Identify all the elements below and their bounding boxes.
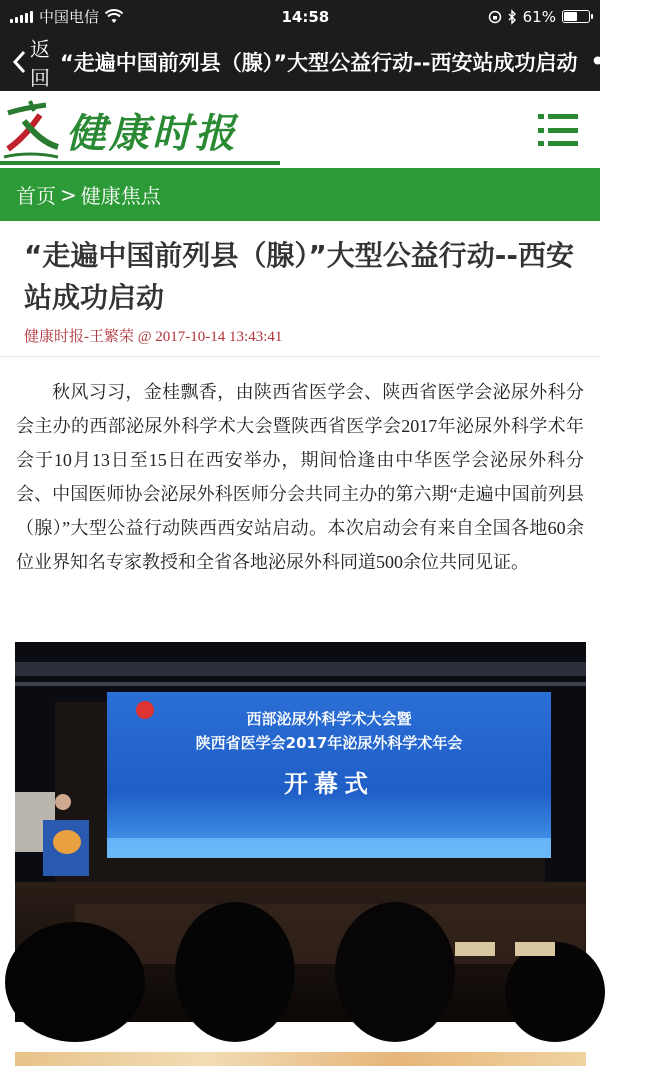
site-logo[interactable] xyxy=(0,95,238,165)
breadcrumb-home[interactable]: 首页 xyxy=(16,184,56,208)
more-options-icon[interactable]: ••• xyxy=(589,45,645,78)
logo-underline xyxy=(0,161,280,165)
status-time: 14:58 xyxy=(281,7,330,26)
site-header xyxy=(0,91,600,170)
back-button[interactable] xyxy=(12,33,50,91)
carrier-label: 中国电信 xyxy=(39,8,100,26)
breadcrumb-separator: > xyxy=(60,182,77,207)
breadcrumb xyxy=(0,168,600,221)
screen-text-line2: 陕西省医学会2017年泌尿外科学术年会 xyxy=(195,734,463,752)
article-header xyxy=(0,221,600,357)
breadcrumb-section[interactable]: 健康焦点 xyxy=(80,184,161,208)
battery-percent: 61% xyxy=(522,7,556,26)
status-bar xyxy=(0,0,600,33)
navbar-title: “走遍中国前列县（腺）”大型公益行动--西安站成功启动 xyxy=(60,51,578,75)
screen-text-line3: 开幕式 xyxy=(284,770,374,798)
wifi-icon xyxy=(105,10,123,24)
article-paragraph: 秋风习习，金桂飘香，由陕西省医学会、陕西省医学会泌尿外科分会主办的西部泌尿外科学术大会暨陕西省医学会2017年泌尿外科学术年会于10月13日至15日在西安举办，期间恰逢由中华医学会泌尿外科分会、中国医师协会泌尿外科医师分会共同主办的第六期“走遍中国前列县（腺）”大型公益行动陕西西安站启动。本次启动会有来自全国各地60余位业界知名专家教授和全省各地泌尿外科同道500余位共同见证。 xyxy=(16,382,584,572)
logo-text: 健康时报 xyxy=(66,109,238,157)
webview-navbar xyxy=(0,33,645,91)
menu-icon[interactable] xyxy=(538,114,578,146)
battery-icon xyxy=(562,10,590,23)
article-title: “走遍中国前列县（腺）”大型公益行动--西安站成功启动 xyxy=(24,239,575,314)
conference-photo xyxy=(15,642,586,1022)
logo-emblem-icon xyxy=(0,99,62,161)
next-image-preview xyxy=(15,1052,586,1066)
article-meta: 健康时报-王繁荣 @ 2017-10-14 13:43:41 xyxy=(24,329,283,345)
orientation-lock-icon xyxy=(488,10,502,24)
back-label: 返回 xyxy=(30,37,50,90)
chevron-left-icon xyxy=(12,50,26,74)
article-photo[interactable] xyxy=(15,642,586,1022)
screen-text-line1: 西部泌尿外科学术大会暨 xyxy=(246,710,412,728)
signal-icon xyxy=(10,11,33,23)
bluetooth-icon xyxy=(508,10,517,24)
